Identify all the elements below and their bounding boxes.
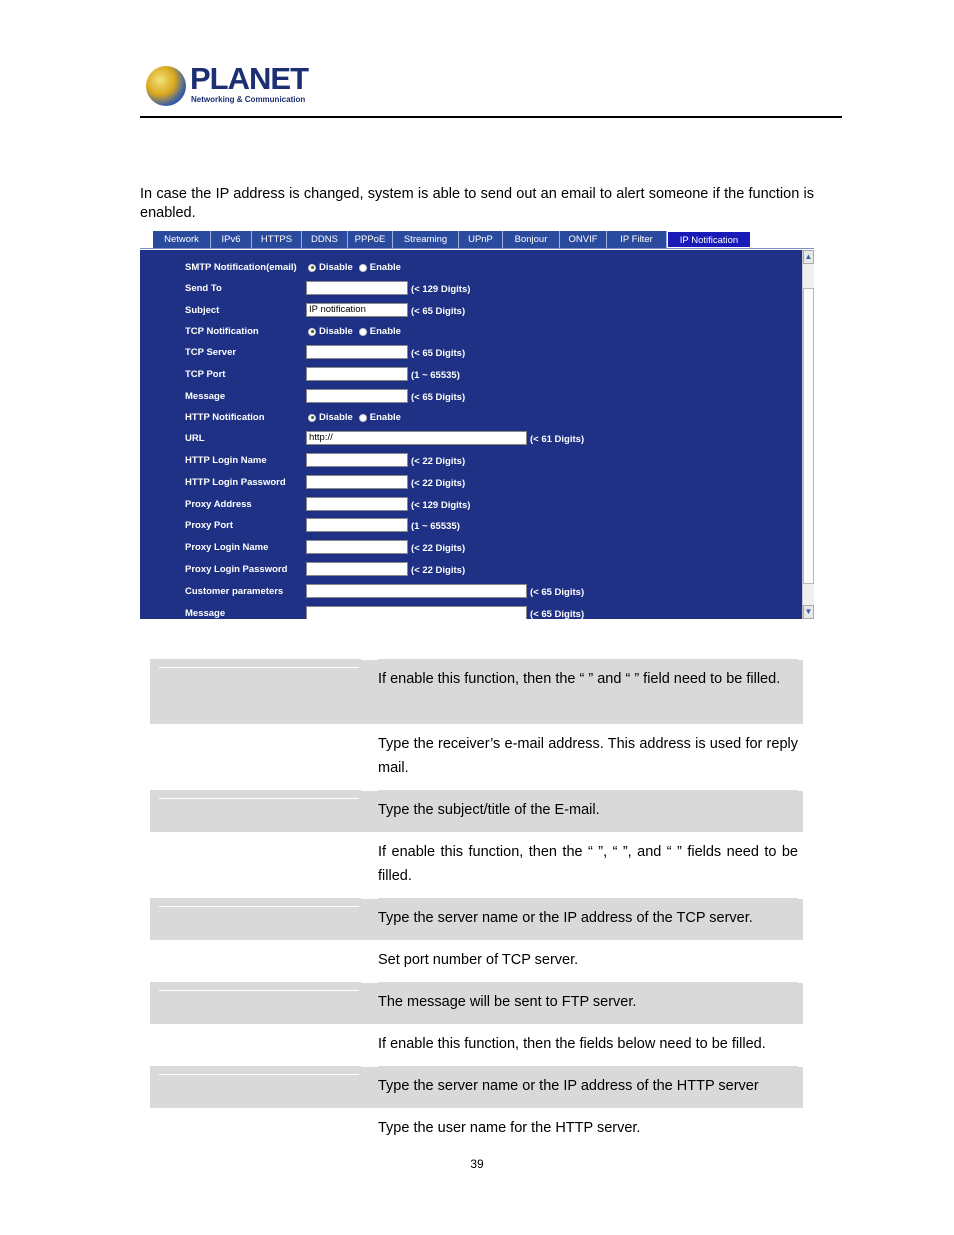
field-label: Message bbox=[185, 391, 226, 402]
field-hint: (< 65 Digits) bbox=[530, 587, 585, 598]
text-input[interactable] bbox=[306, 606, 527, 619]
form-row bbox=[185, 518, 785, 536]
scroll-down-icon[interactable]: ▼ bbox=[803, 605, 814, 619]
description-text: Type the user name for the HTTP server. bbox=[378, 1120, 641, 1136]
radio-disable[interactable] bbox=[308, 264, 316, 272]
field-label: Proxy Address bbox=[185, 499, 252, 510]
globe-icon bbox=[146, 66, 186, 106]
description-text: Type the server name or the IP address of the HTTP server bbox=[378, 1066, 798, 1108]
radio-label: Enable bbox=[369, 326, 401, 337]
field-label: Proxy Login Name bbox=[185, 542, 269, 553]
ip-notification-form bbox=[140, 250, 814, 619]
field-hint: (< 129 Digits) bbox=[411, 284, 471, 295]
field-label: Proxy Login Password bbox=[185, 564, 288, 575]
radio-group bbox=[308, 262, 407, 273]
text-input[interactable] bbox=[306, 453, 408, 467]
tab-ip-filter[interactable]: IP Filter bbox=[607, 231, 667, 248]
field-hint: (1 ~ 65535) bbox=[411, 521, 460, 532]
form-row bbox=[185, 584, 785, 602]
description-text: If enable this function, then the fields below need to be filled. bbox=[378, 1036, 766, 1052]
form-row bbox=[185, 345, 785, 363]
form-row bbox=[185, 260, 785, 278]
text-input[interactable] bbox=[306, 584, 527, 598]
field-label: URL bbox=[185, 433, 205, 444]
header-divider bbox=[140, 116, 842, 118]
tab-https[interactable]: HTTPS bbox=[252, 231, 302, 248]
tab-network[interactable]: Network bbox=[153, 231, 211, 248]
text-input[interactable] bbox=[306, 540, 408, 554]
description-text: Type the receiver’s e-mail address. This address is used for reply mail. bbox=[378, 736, 798, 776]
field-label: Customer parameters bbox=[185, 586, 284, 597]
description-text: Type the subject/title of the E-mail. bbox=[378, 790, 798, 832]
field-name-cell bbox=[159, 948, 359, 982]
description-row bbox=[150, 982, 803, 1024]
form-row bbox=[185, 606, 785, 619]
description-row bbox=[150, 940, 803, 982]
radio-enable[interactable] bbox=[359, 328, 367, 336]
radio-disable[interactable] bbox=[308, 414, 316, 422]
field-hint: (< 22 Digits) bbox=[411, 478, 466, 489]
text-input[interactable] bbox=[306, 367, 408, 381]
field-label: SMTP Notification(email) bbox=[185, 262, 297, 273]
text-input[interactable]: IP notification bbox=[306, 303, 408, 317]
tab-onvif[interactable]: ONVIF bbox=[560, 231, 607, 248]
form-row bbox=[185, 562, 785, 580]
radio-label: Enable bbox=[369, 412, 401, 423]
field-name-cell bbox=[159, 667, 359, 724]
field-hint: (< 22 Digits) bbox=[411, 543, 466, 554]
tab-bar-divider bbox=[140, 248, 814, 249]
tab-bonjour[interactable]: Bonjour bbox=[503, 231, 560, 248]
tab-streaming[interactable]: Streaming bbox=[393, 231, 459, 248]
tab-ddns[interactable]: DDNS bbox=[302, 231, 348, 248]
form-row bbox=[185, 540, 785, 558]
field-hint: (< 22 Digits) bbox=[411, 456, 466, 467]
field-label: HTTP Notification bbox=[185, 412, 265, 423]
scrollbar-thumb[interactable] bbox=[803, 288, 814, 584]
description-text: Type the server name or the IP address of the TCP server. bbox=[378, 898, 798, 940]
planet-logo bbox=[146, 62, 306, 110]
description-row bbox=[150, 1024, 803, 1066]
field-hint: (< 22 Digits) bbox=[411, 565, 466, 576]
form-row bbox=[185, 389, 785, 407]
form-row bbox=[185, 410, 785, 428]
tab-upnp[interactable]: UPnP bbox=[459, 231, 503, 248]
field-name-cell bbox=[159, 990, 359, 1024]
field-hint: (< 65 Digits) bbox=[411, 348, 466, 359]
form-row bbox=[185, 367, 785, 385]
scroll-up-icon[interactable]: ▲ bbox=[803, 250, 814, 264]
radio-enable[interactable] bbox=[359, 264, 367, 272]
field-hint: (< 61 Digits) bbox=[530, 434, 585, 445]
form-row bbox=[185, 281, 785, 299]
text-input[interactable] bbox=[306, 475, 408, 489]
form-scrollbar[interactable] bbox=[802, 250, 814, 619]
logo-wordmark: PLANET bbox=[190, 61, 308, 96]
description-text: If enable this function, then the “ ”, “ ”, and “ ” fields need to be filled. bbox=[378, 844, 798, 884]
form-row bbox=[185, 453, 785, 471]
form-row bbox=[185, 475, 785, 493]
text-input[interactable] bbox=[306, 562, 408, 576]
description-row bbox=[150, 724, 803, 790]
field-label: Send To bbox=[185, 283, 222, 294]
text-input[interactable] bbox=[306, 281, 408, 295]
form-row bbox=[185, 497, 785, 515]
field-description-table bbox=[150, 659, 803, 1150]
radio-enable[interactable] bbox=[359, 414, 367, 422]
form-row bbox=[185, 324, 785, 342]
field-label: HTTP Login Password bbox=[185, 477, 286, 488]
description-row bbox=[150, 790, 803, 832]
field-label: HTTP Login Name bbox=[185, 455, 267, 466]
field-label: Proxy Port bbox=[185, 520, 234, 531]
field-name-cell bbox=[159, 1116, 359, 1150]
intro-paragraph: In case the IP address is changed, system is able to send out an email to alert someone if the function is enabled. bbox=[140, 186, 814, 221]
field-hint: (< 129 Digits) bbox=[411, 500, 471, 511]
description-row bbox=[150, 898, 803, 940]
field-hint: (< 65 Digits) bbox=[411, 392, 466, 403]
field-label: TCP Server bbox=[185, 347, 237, 358]
form-row bbox=[185, 303, 785, 321]
field-name-cell bbox=[159, 732, 359, 790]
description-text: Set port number of TCP server. bbox=[378, 952, 579, 968]
text-input[interactable] bbox=[306, 345, 408, 359]
description-text: The message will be sent to FTP server. bbox=[378, 982, 798, 1024]
description-row bbox=[150, 1108, 803, 1150]
form-row bbox=[185, 431, 785, 449]
field-hint: (< 65 Digits) bbox=[530, 609, 585, 619]
text-input[interactable] bbox=[306, 497, 408, 511]
field-name-cell bbox=[159, 840, 359, 898]
text-input[interactable] bbox=[306, 518, 408, 532]
radio-label: Enable bbox=[369, 262, 401, 273]
settings-tab-bar bbox=[153, 231, 751, 248]
radio-group bbox=[308, 412, 407, 423]
radio-label: Disable bbox=[319, 326, 353, 337]
field-name-cell bbox=[159, 1074, 359, 1108]
field-label: Subject bbox=[185, 305, 220, 316]
tab-pppoe[interactable]: PPPoE bbox=[348, 231, 393, 248]
field-hint: (< 65 Digits) bbox=[411, 306, 466, 317]
field-label: TCP Notification bbox=[185, 326, 259, 337]
field-name-cell bbox=[159, 798, 359, 832]
radio-label: Disable bbox=[319, 262, 353, 273]
description-row bbox=[150, 832, 803, 898]
page-number: 39 bbox=[470, 1157, 484, 1171]
description-row bbox=[150, 1066, 803, 1108]
logo-tagline: Networking & Communication bbox=[191, 95, 306, 104]
tab-ip-notification[interactable]: IP Notification bbox=[667, 231, 751, 248]
radio-label: Disable bbox=[319, 412, 353, 423]
radio-disable[interactable] bbox=[308, 328, 316, 336]
description-text: If enable this function, then the “ ” and “ ” field need to be filled. bbox=[378, 659, 798, 701]
description-row bbox=[150, 659, 803, 724]
field-hint: (1 ~ 65535) bbox=[411, 370, 460, 381]
tab-ipv6[interactable]: IPv6 bbox=[211, 231, 252, 248]
field-label: Message bbox=[185, 608, 226, 619]
field-name-cell bbox=[159, 906, 359, 940]
text-input[interactable] bbox=[306, 389, 408, 403]
field-name-cell bbox=[159, 1032, 359, 1066]
radio-group bbox=[308, 326, 407, 337]
field-label: TCP Port bbox=[185, 369, 226, 380]
text-input[interactable]: http:// bbox=[306, 431, 527, 445]
